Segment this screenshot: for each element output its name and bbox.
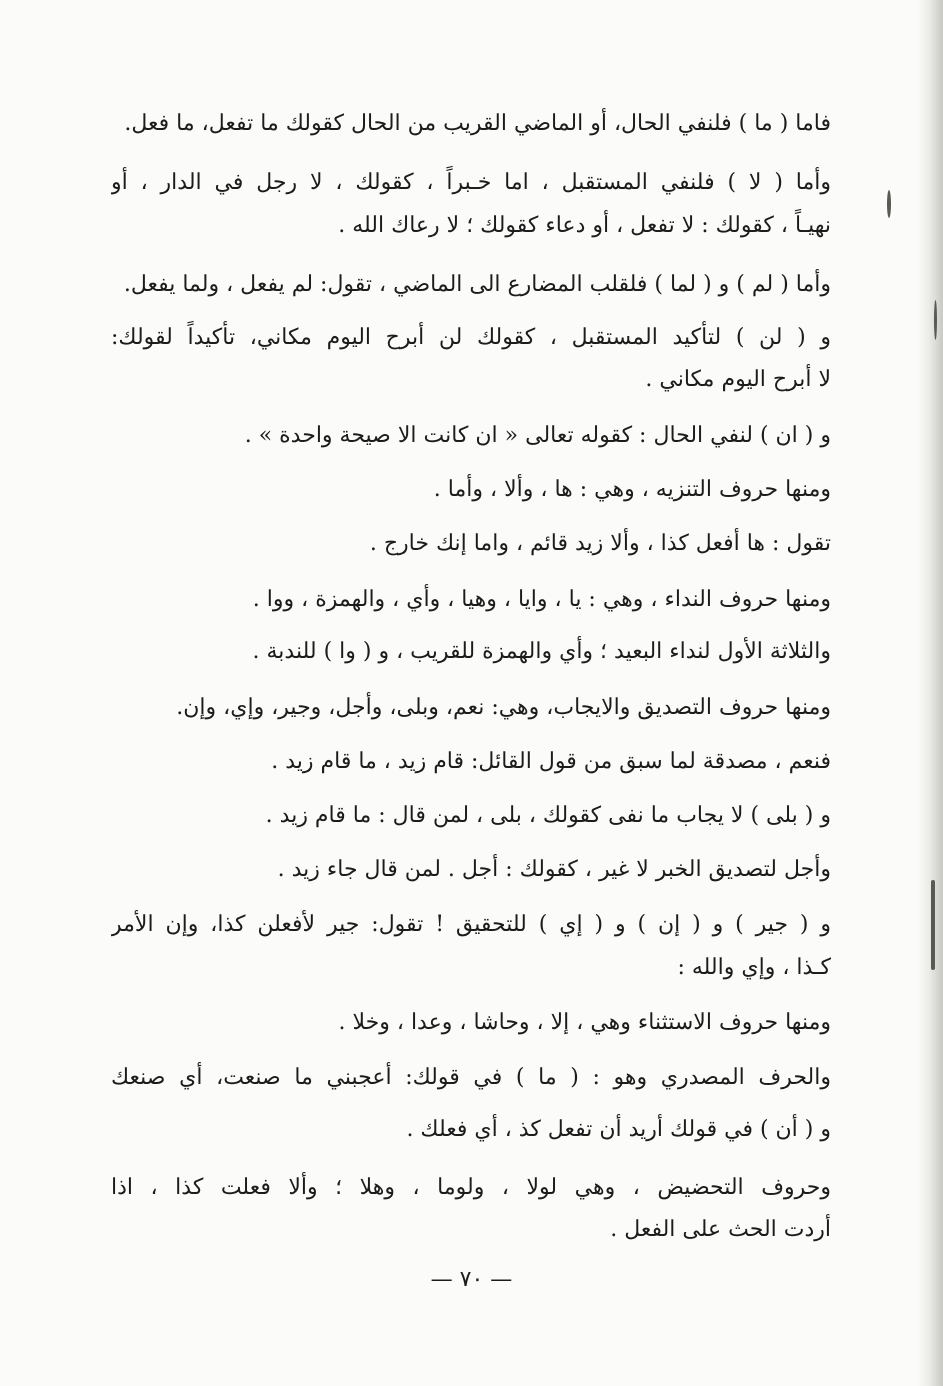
text-line: وأما ( لم ) و ( لما ) فلقلب المضارع الى الماضي ، تقول: لم يفعل ، ولما يفعل.: [123, 272, 831, 297]
text-line: وأجل لتصديق الخبر لا غير ، كقولك : أجل . لمن قال جاء زيد .: [277, 857, 831, 882]
text-line: تقول : ها أفعل كذا ، وألا زيد قائم ، واما إنك خارج .: [369, 531, 831, 556]
text-line: نهيـاً ، كقولك : لا تفعل ، أو دعاء كقولك ؛ لا رعاك الله .: [338, 213, 831, 238]
text-line: وحروف التحضيض ، وهي لولا ، ولوما ، وهلا ؛ وألا فعلت كذا ، اذا: [111, 1175, 831, 1200]
text-line: أردت الحث على الفعل .: [610, 1217, 831, 1242]
text-line: فاما ( ما ) فلنفي الحال، أو الماضي القريب من الحال كقولك ما تفعل، ما فعل.: [124, 111, 831, 136]
text-line: فنعم ، مصدقة لما سبق من قول القائل: قام زيد ، ما قام زيد .: [271, 749, 831, 774]
page-number: — ٧٠ —: [430, 1267, 513, 1292]
text-line: و ( جير ) و ( إن ) و ( إي ) للتحقيق ! تقول: جير لأفعلن كذا، وإن الأمر: [111, 912, 831, 937]
text-line: ومنها حروف الاستثناء وهي ، إلا ، وحاشا ، وعدا ، وخلا .: [338, 1010, 831, 1035]
text-line: و ( بلى ) لا يجاب ما نفى كقولك ، بلى ، لمن قال : ما قام زيد .: [265, 803, 831, 828]
text-line: والحرف المصدري وهو : ( ما ) في قولك: أعجبني ما صنعت، أي صنعك: [111, 1065, 831, 1090]
text-line: كـذا ، وإي والله :: [677, 955, 831, 980]
text-line: و ( ان ) لنفي الحال : كقوله تعالى « ان كانت الا صيحة واحدة » .: [244, 423, 831, 448]
text-line: والثلاثة الأول لنداء البعيد ؛ وأي والهمزة للقريب ، و ( وا ) للندبة .: [252, 639, 831, 664]
text-line: ومنها حروف التنزيه ، وهي : ها ، وألا ، وأما .: [433, 477, 831, 502]
text-line: و ( أن ) في قولك أريد أن تفعل كذ ، أي فعلك .: [406, 1117, 831, 1142]
text-line: وأما ( لا ) فلنفي المستقبل ، اما خـبراً ، كقولك ، لا رجل في الدار ، أو: [111, 170, 831, 195]
text-line: لا أبرح اليوم مكاني .: [645, 367, 831, 392]
text-line: ومنها حروف النداء ، وهي : يا ، وايا ، وهيا ، وأي ، والهمزة ، ووا .: [252, 587, 831, 612]
text-line: و ( لن ) لتأكيد المستقبل ، كقولك لن أبرح اليوم مكاني، تأكيداً لقولك:: [111, 325, 831, 350]
text-line: ومنها حروف التصديق والايجاب، وهي: نعم، وبلى، وأجل، وجير، وإي، وإن.: [176, 695, 831, 720]
